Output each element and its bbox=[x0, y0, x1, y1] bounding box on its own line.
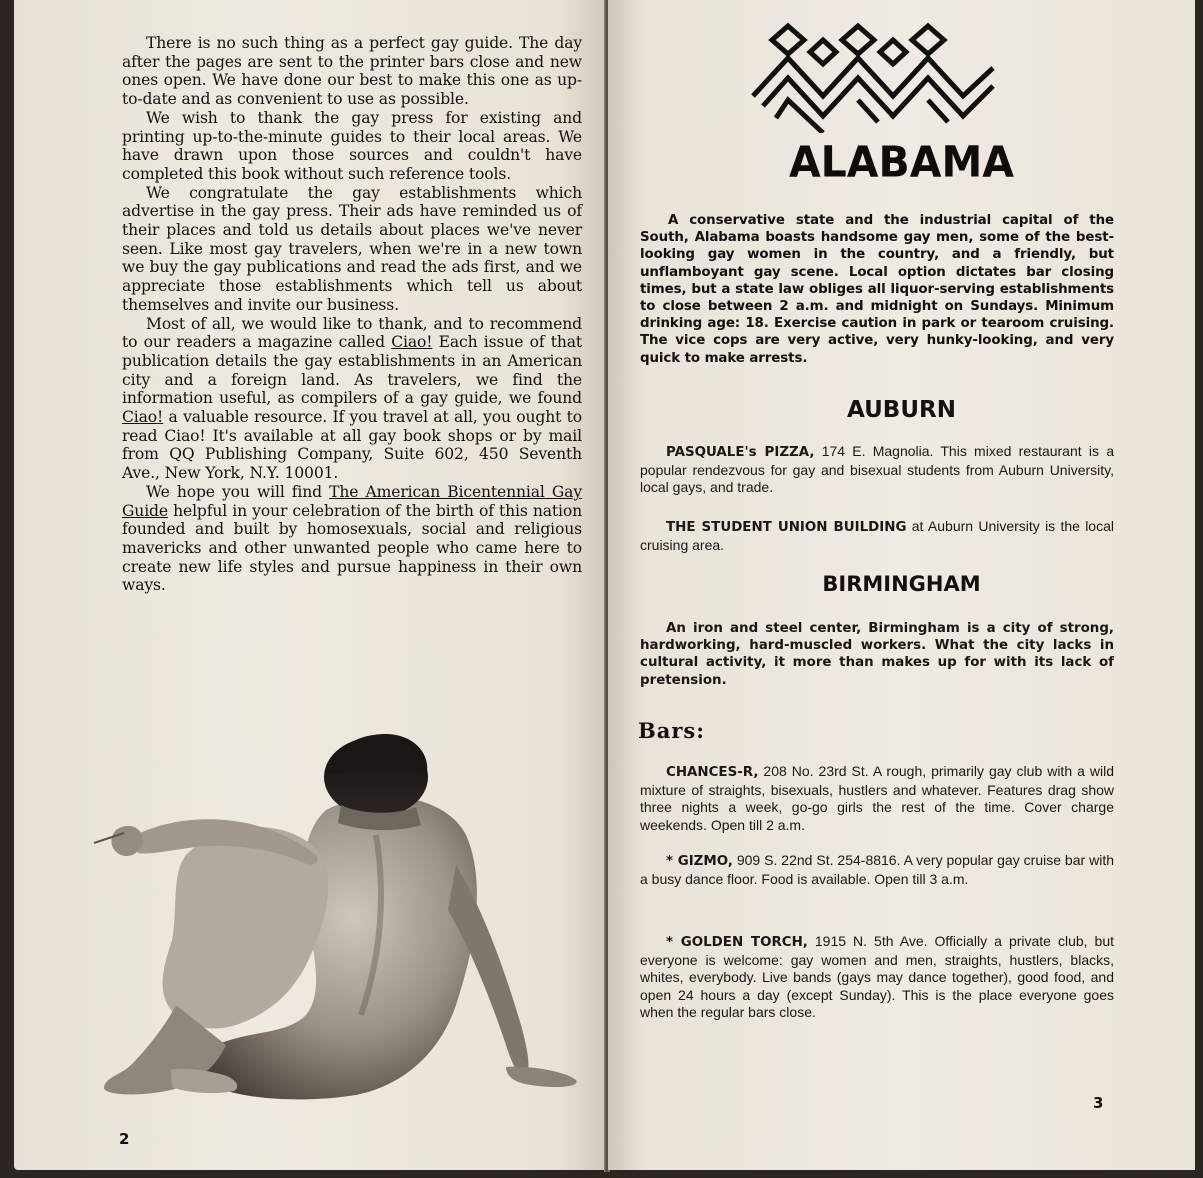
listing-text: 1915 N. 5th Ave. Officially a private club, but everyone is welcome: gay women and men, straights, hustlers, blacks, whites, everybody. Live bands (gays may dance together), good food, and open 24 hours a day (except Sunday). This is the place everyone goes when the regular bars close. bbox=[640, 933, 1114, 1021]
p4-text-c: a valuable resource. If you travel at all, you ought to read Ciao! It's available at all gay book shops or by mail from QQ Publishing Company, Suite 602, 450 Seventh Ave., New York, N.Y. 10001. bbox=[122, 408, 582, 483]
state-intro: A conservative state and the industrial capital of the South, Alabama boasts handsome gay men, some of the best-looking gay women in the country, and a friendly, but unflamboyant gay scene. Local option dictates bar closing times, but a state law obliges all liquor-serving establishments to close between 2 a.m. and midnight on Sundays. Minimum drinking age: 18. Exercise caution in park or tearoom cruising. The vice cops are very active, very hunky-looking, and very quick to make arrests. bbox=[640, 213, 1114, 366]
p4-text-b: Each issue of that publication details the gay establishments in an American city and a foreign land. As travelers, we find the information useful, as compilers of a gay guide, we found bbox=[122, 333, 582, 408]
listing-text: 174 E. Magnolia. This mixed restaurant is a popular rendezvous for gay and bisexual students from Auburn University, local gays, and trade. bbox=[640, 443, 1114, 496]
preface-paragraph-4 bbox=[122, 315, 582, 483]
ciao-reference-2: Ciao! bbox=[122, 408, 164, 427]
p5-text-a: We hope you will find bbox=[146, 482, 330, 501]
listing-gizmo bbox=[640, 852, 1114, 888]
listing-name: * GIZMO, bbox=[666, 854, 733, 869]
preface-paragraph-1: There is no such thing as a perfect gay guide. The day after the pages are sent to the printer bars close and new ones open. We have done our best to make this one as up-to-date and as convenient to use as possible. bbox=[122, 34, 582, 109]
listing-pasquales-pizza bbox=[640, 443, 1114, 497]
p5-text-b: helpful in your celebration of the birth of this nation founded and built by homosexuals, social and religious mavericks and other unwanted people who came here to create new life styles and pursue happiness in their own ways. bbox=[122, 501, 582, 595]
preface-paragraph-2: We wish to thank the gay press for existing and printing up-to-the-minute guides to their local areas. We have drawn upon those sources and couldn't have completed this book without such reference tools. bbox=[122, 108, 582, 183]
bars-heading: Bars: bbox=[638, 718, 705, 743]
listing-name: PASQUALE's PIZZA, bbox=[666, 445, 815, 460]
right-page bbox=[608, 0, 1195, 1170]
listing-chances-r bbox=[640, 763, 1114, 834]
preface-paragraph-5 bbox=[122, 483, 582, 595]
city-heading-auburn: AUBURN bbox=[847, 397, 956, 423]
seated-figure-photo bbox=[76, 715, 596, 1125]
geometric-ornament-logo bbox=[748, 18, 998, 133]
listing-text: 909 S. 22nd St. 254-8816. A very popular gay cruise bar with a busy dance floor. Food is available. Open till 3 a.m. bbox=[640, 852, 1114, 887]
p4-text-a: Most of all, we would like to thank, and to recommend to our readers a magazine called bbox=[122, 314, 582, 352]
left-page bbox=[14, 0, 606, 1170]
listing-text: 208 No. 23rd St. A rough, primarily gay club with a wild mixture of straights, bisexuals, hustlers and whatever. Features drag show three nights a week, go-go girls the rest of the time. Cover charge weekends. Open till 2 a.m. bbox=[640, 763, 1114, 833]
book-title-reference: The American Bicentennial Gay Guide bbox=[122, 482, 582, 520]
state-title: ALABAMA bbox=[788, 136, 1015, 188]
listing-name: * GOLDEN TORCH, bbox=[666, 935, 808, 950]
listing-text: at Auburn University is the local cruising area. bbox=[640, 518, 1114, 553]
listing-student-union bbox=[640, 518, 1114, 554]
ciao-reference: Ciao! bbox=[391, 333, 433, 352]
page-number-left: 2 bbox=[119, 1130, 130, 1148]
listing-golden-torch bbox=[640, 933, 1114, 1022]
listing-name: CHANCES-R, bbox=[666, 765, 759, 780]
page-number-right: 3 bbox=[1093, 1094, 1104, 1112]
preface-paragraph-3: We congratulate the gay establishments which advertise in the gay press. Their ads have reminded us of their places and told us details about places we've never seen. Like most gay travelers, when we're in a new town we buy the gay publications and read the ads first, and we appreciate those establishments which tell us about themselves and invite our business. bbox=[122, 183, 582, 314]
birmingham-intro: An iron and steel center, Birmingham is a city of strong, hardworking, hard-muscled workers. What the city lacks in cultural activity, it more than makes up for with its lack of pretension. bbox=[640, 621, 1114, 688]
city-heading-birmingham: BIRMINGHAM bbox=[822, 572, 981, 596]
listing-name: THE STUDENT UNION BUILDING bbox=[666, 520, 907, 535]
preface-text bbox=[122, 34, 582, 595]
